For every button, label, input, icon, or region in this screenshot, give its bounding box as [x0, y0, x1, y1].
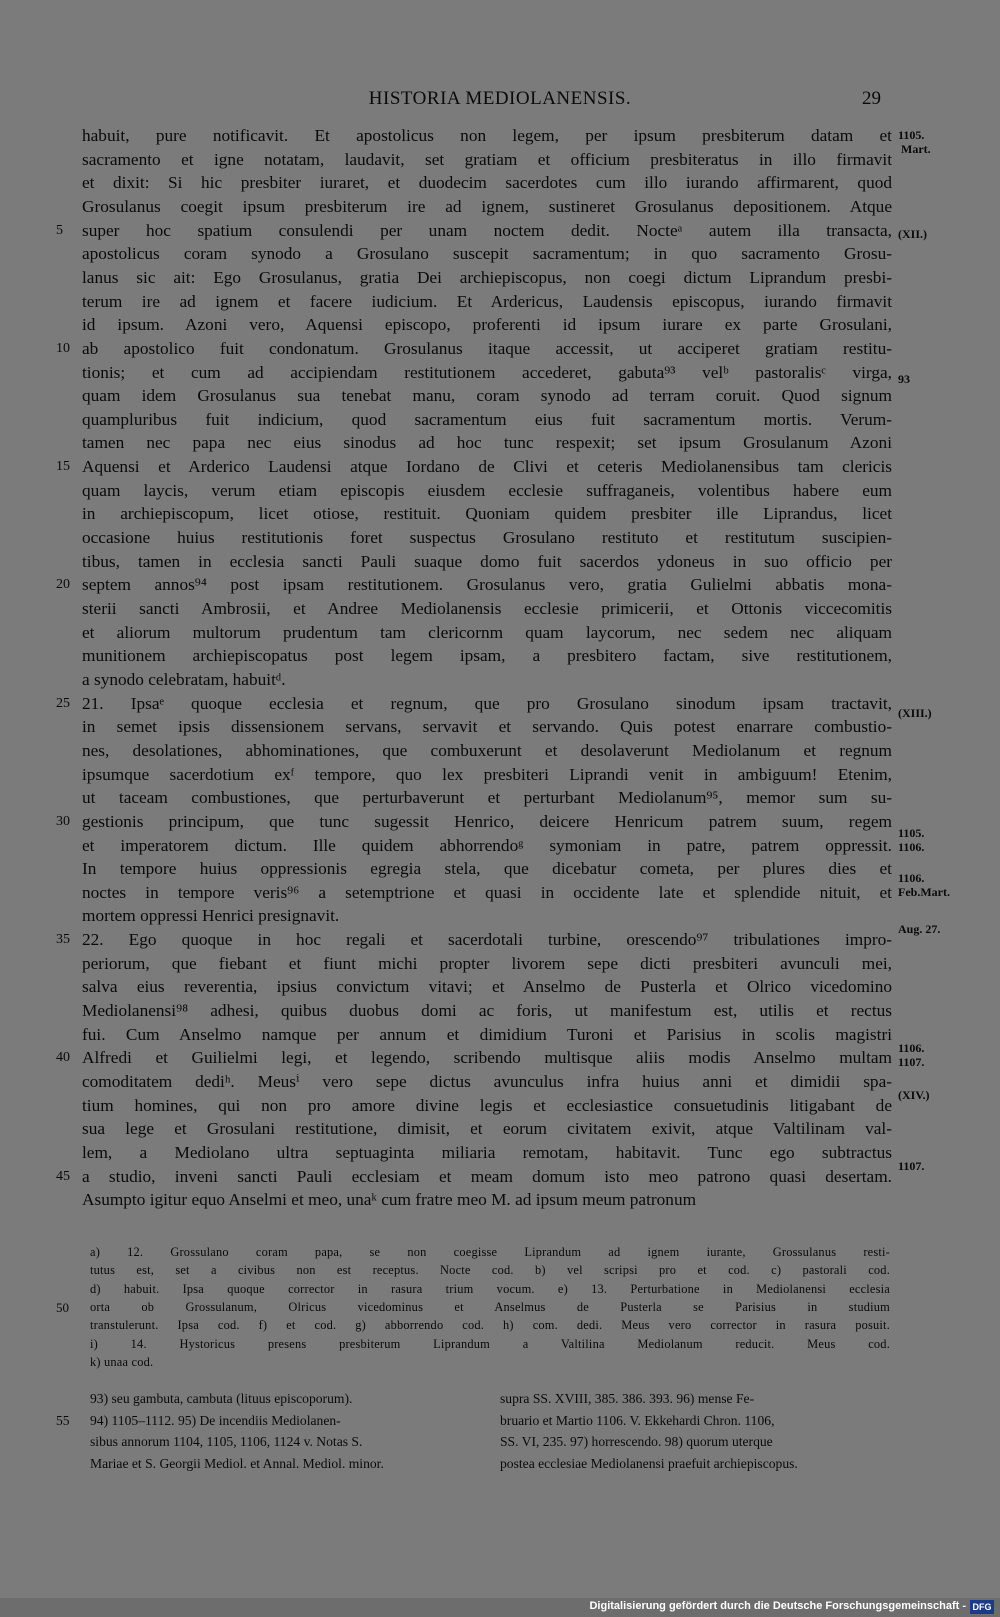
text-line: noctes in tempore veris⁹⁶ a setemptrione et quasi in occidente late et splendide nituit, et	[82, 882, 892, 902]
critical-note-line: a) 12. Grossulano coram papa, se non coegisse Liprandum ad ignem iurante, Grossulanus resti-	[90, 1245, 890, 1259]
text-line: nes, desolationes, abhominationes, que combuxerunt et desolaverunt Mediolanum et regnum	[82, 740, 892, 760]
margin-note: 1105. 1106.	[898, 826, 925, 854]
critical-note-line: i) 14. Hystoricus presens presbiterum Liprandum a Valtilina Mediolanum reducit. Meus cod.	[90, 1336, 890, 1351]
footnote-left-line: 93) seu gambuta, cambuta (lituus episcoporum).	[90, 1391, 353, 1406]
text-line: fui. Cum Anselmo namque per annum et dimidium Turoni et Parisius in scolis magistri	[82, 1024, 892, 1044]
text-line: mortem oppressi Henrici presignavit.	[82, 906, 340, 926]
margin-note: 1107.	[898, 1159, 925, 1173]
text-line: comoditatem dediʰ. Meusⁱ vero sepe dictus avunculus infra huius anni et dimidii spa-	[82, 1072, 892, 1091]
footnote-left-line: sibus annorum 1104, 1105, 1106, 1124 v. Notas S.	[90, 1434, 363, 1449]
line-number: 45	[56, 1168, 70, 1184]
margin-note: (XIV.)	[898, 1088, 930, 1102]
footnote-right-line: SS. VI, 235. 97) horrescendo. 98) quorum uterque	[500, 1434, 773, 1449]
margin-note: 1106. 1107.	[898, 1041, 925, 1069]
text-line: terum ire ad ignem et facere iudicium. Et Ardericus, Laudensis episcopus, iurando firmavit	[82, 291, 892, 311]
line-number: 10	[56, 340, 70, 356]
text-line: lem, a Mediolano ultra septuaginta miliaria remotam, habitavit. Tunc ego subtractus	[82, 1142, 892, 1162]
text-line: a synodo celebratam, habuitᵈ.	[82, 669, 286, 689]
text-line: id ipsum. Azoni vero, Aquensi episcopo, proferenti id ipsum iurare ex parte Grosulani,	[82, 315, 892, 335]
digitization-credit: Digitalisierung gefördert durch die Deutsche Forschungsgemeinschaft -	[589, 1600, 966, 1612]
line-number: 50	[56, 1299, 69, 1315]
text-line: lanus sic ait: Ego Grosulanus, gratia Dei archiepiscopus, non coegi dictum Liprandum presbi-	[82, 267, 892, 287]
critical-note-line: d) habuit. Ipsa quoque corrector in rasura trium vocum. e) 13. Perturbatione in Mediolanensi ecclesia	[90, 1281, 890, 1296]
text-line: quam idem Grosulanus sua tenebat manu, coram synodo ad terram coruit. Quod signum	[82, 386, 892, 406]
text-line: apostolicus coram synodo a Grosulano suscepit sacramentum; in quo sacramento Grosu-	[82, 244, 892, 264]
text-line: et imperatorem dictum. Ille quidem abhorrendoᵍ symoniam in patre, patrem oppressit.	[82, 835, 892, 855]
text-line: 21. Ipsaᵉ quoque ecclesia et regnum, que pro Grosulano sinodum ipsam tractavit,	[82, 693, 892, 713]
text-line: ut taceam combustiones, que perturbaverunt et perturbant Mediolanum⁹⁵, memor sum su-	[82, 788, 892, 808]
line-number: 40	[56, 1050, 70, 1066]
critical-note-line: tutus est, set a civibus non est receptus. Nocte cod. b) vel scripsi pro et cod. c) pastorali cod.	[90, 1263, 890, 1278]
running-title: HISTORIA MEDIOLANENSIS.	[368, 88, 632, 109]
margin-note: 93	[898, 372, 910, 386]
text-line: salva eius reverentia, ipsius convictum vitavi; et Anselmo de Pusterla et Olrico vicedomino	[82, 977, 892, 997]
text-line: In tempore huius oppressionis egregia stela, que dicebatur cometa, per plures dies et	[82, 859, 892, 879]
line-number: 55	[56, 1412, 70, 1428]
text-line: periorum, que fiebant et fiunt michi propter livorem sepe dicti presbiteri avunculi mei,	[82, 953, 892, 973]
line-number: 15	[56, 459, 70, 475]
margin-note: Aug. 27.	[898, 922, 941, 936]
text-line: sacramento et igne notatam, laudavit, set gratiam et officium presbiteratus in illo firmavit	[82, 149, 892, 169]
text-line: habuit, pure notificavit. Et apostolicus non legem, per ipsum presbiterum datam et	[82, 126, 892, 145]
text-line: Aquensi et Arderico Laudensi atque Iordano de Clivi et ceteris Mediolanensibus tam clericis	[82, 457, 892, 477]
footnote-right-line: supra SS. XVIII, 385. 386. 393. 96) mense Fe-	[500, 1391, 755, 1406]
text-line: sterii sancti Ambrosii, et Andree Mediolanensis ecclesie primicerii, et Ottonis viccecomitis	[82, 599, 892, 618]
text-line: sua lege et Grosulani restitutione, dimisit, et eorum civitatem exivit, atque Valtilinam val-	[82, 1119, 892, 1139]
text-line: quam laycis, verum etiam episcopis eiusdem ecclesie suffraganeis, volentibus habere eum	[82, 480, 892, 500]
critical-note-line: k) unaa cod.	[90, 1354, 154, 1369]
line-number: 35	[56, 932, 70, 948]
footnote-left-line: 94) 1105–1112. 95) De incendiis Mediolanen-	[90, 1412, 341, 1428]
text-line: ipsumque sacerdotium exᶠ tempore, quo lex presbiteri Liprandi venit in ambiguum! Etenim,	[82, 764, 892, 784]
text-line: ab apostolico fuit condonatum. Grosulanus itaque accessit, ut acciperet gratiam restitu-	[82, 338, 892, 358]
text-line: occasione huius restitutionis foret suspectus Grosulano restituto et restitutum suscipien-	[82, 528, 892, 548]
text-line: gestionis principum, que tunc sugessit Henrico, deicere Henricum patrem suum, regem	[82, 811, 892, 831]
line-number: 30	[56, 813, 70, 829]
text-line: Grosulanus coegit ipsum presbiterum ire ad ignem, sustineret Grosulanus depositionem. Atque	[82, 196, 892, 216]
text-line: et dixit: Si hic presbiter iuraret, et duodecim sacerdotes cum illo iurando affirmarent, quod	[82, 173, 892, 193]
line-number: 25	[56, 695, 70, 711]
text-line: a studio, inveni sancti Pauli ecclesiam et meam domum isto meo patrono quasi desertam.	[82, 1166, 892, 1186]
text-line: Alfredi et Guilielmi legi, et legendo, scribendo multisque aliis modis Anselmo multam	[82, 1048, 892, 1068]
text-line: tibus, tamen in ecclesia sancti Pauli suaque domo fuit sacerdos ydoneus in suo officio per	[82, 551, 892, 571]
text-line: et aliorum multorum prudentum tam clericornm quam laycorum, nec sedem nec aliquam	[82, 622, 892, 642]
margin-note: 1105. Mart.	[898, 128, 931, 156]
margin-note: (XII.)	[898, 227, 927, 241]
text-line: Asumpto igitur equo Anselmi et meo, unaᵏ cum fratre meo M. ad ipsum meum patronum	[82, 1190, 697, 1210]
margin-note: 1106. Feb.Mart.	[898, 871, 950, 899]
footnote-left-line: Mariae et S. Georgii Mediol. et Annal. Mediol. minor.	[90, 1455, 384, 1471]
critical-note-line: transtulerunt. Ipsa cod. f) et cod. g) abborrendo cod. h) com. dedi. Meus vero corrector in rasura posuit.	[90, 1318, 890, 1333]
text-line: quampluribus fuit indicium, quod sacramentum eius fuit sacramentum mortis. Verum-	[82, 409, 892, 429]
line-number: 20	[56, 577, 70, 593]
page-number: 29	[862, 88, 881, 109]
footnote-right-line: bruario et Martio 1106. V. Ekkehardi Chron. 1106,	[500, 1412, 775, 1428]
margin-note: (XIII.)	[898, 706, 932, 720]
text-line: 22. Ego quoque in hoc regali et sacerdotali turbine, orescendo⁹⁷ tribulationes impro-	[82, 930, 892, 950]
text-line: tium homines, qui non pro amore divine legis et ecclesiastice consuetudinis litigabant de	[82, 1095, 892, 1115]
line-number: 5	[56, 222, 63, 238]
text-line: munitionem archiepiscopatus post legem ipsam, a presbitero factam, sive restitutionem,	[82, 646, 892, 666]
text-line: Mediolanensi⁹⁸ adhesi, quibus duobus domi ac foris, ut manifestum est, utilis et rectus	[82, 1001, 892, 1021]
text-line: in semet ipsis dissensionem servans, servavit et servando. Quis potest enarrare combustio-	[82, 717, 892, 737]
critical-note-line: orta ob Grossulanum, Olricus vicedominus et Anselmus de Pusterla se Parisius in studium	[90, 1299, 890, 1314]
text-line: in archiepiscopum, licet otiose, restituit. Quoniam quidem presbiter ille Liprandus, licet	[82, 504, 892, 524]
footnote-right-line: postea ecclesiae Mediolanensi praefuit archiepiscopus.	[500, 1455, 798, 1471]
text-line: super hoc spatium consulendi per unam noctem dedit. Nocteᵃ autem illa transacta,	[82, 220, 892, 240]
text-line: septem annos⁹⁴ post ipsam restitutionem. Grosulanus vero, gratia Gulielmi abbatis mona-	[82, 575, 892, 595]
text-line: tamen nec papa nec eius sinodus ad hoc tunc respexit; set ipsum Grosulanum Azoni	[82, 433, 892, 453]
text-line: tionis; et cum ad accipiendam restitutionem accederet, gabuta⁹³ velᵇ pastoralisᶜ virga,	[82, 362, 892, 382]
dfg-logo: DFG	[970, 1600, 994, 1614]
